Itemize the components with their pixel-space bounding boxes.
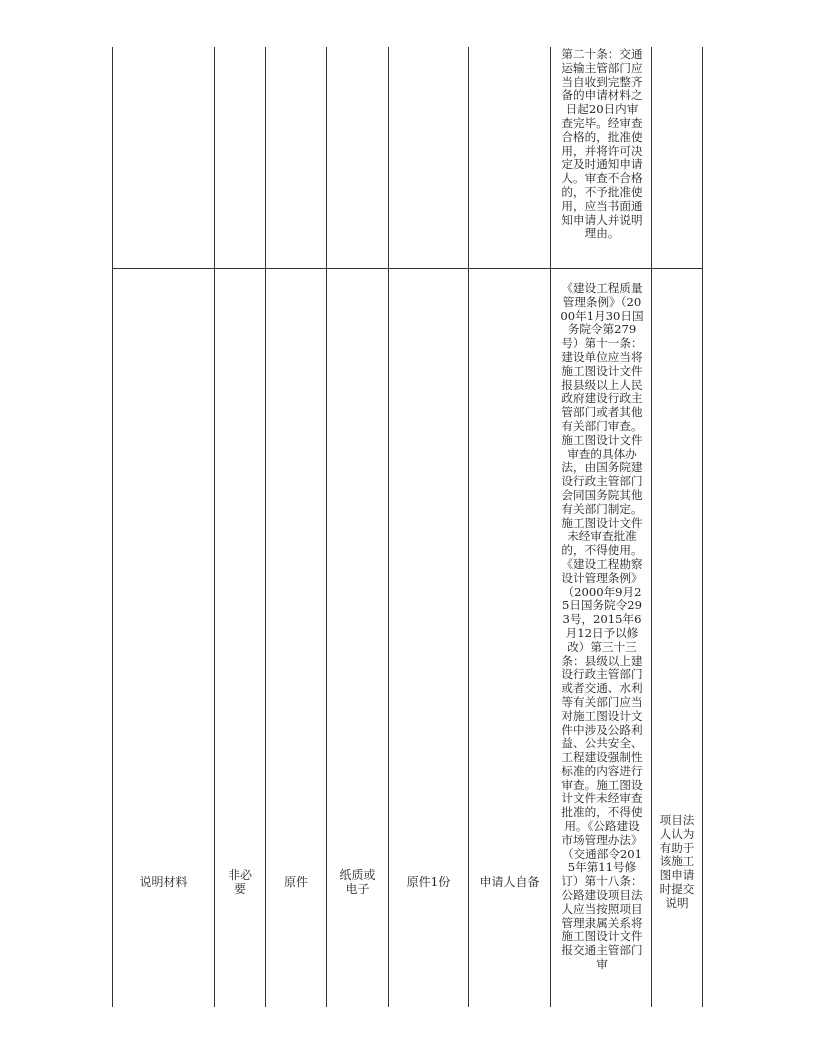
carrier-cell: 纸质或 电子 xyxy=(339,868,376,896)
column-border xyxy=(550,47,551,1007)
quantity-cell: 原件1份 xyxy=(406,875,451,889)
required-cell: 非必 要 xyxy=(227,868,252,896)
source-cell: 申请人自备 xyxy=(479,875,540,889)
legal-basis-text: 第二十条：交通运输主管部门应当自收到完整齐备的申请材料之日起20日内审查完毕。经审查合格的，批准使用，并将许可决定及时通知申请人。审查不合格的，不予批准使用，应当书面通知申请人并说明理由。 xyxy=(561,47,643,241)
material-form-cell: 原件 xyxy=(283,875,308,889)
row-border xyxy=(112,268,703,269)
column-border xyxy=(702,47,703,1007)
column-border xyxy=(651,47,652,1007)
legal-basis-text: 《建设工程质量管理条例》（2000年1月30日国务院令第279号）第十一条：建设单位应当将施工图设计文件报县级以上人民政府建设行政主管部门或者其他有关部门审查。施工图设计文件审查的具体办法，由国务院建设行政主管部门会同国务院其他有关部门制定。施工图设计文件未经审查批准的，不得使用。《建设工程勘察设计管理条例》（2000年9月25日国务院令293号，2015年6月12日予以修改）第三十三条：县级以上建设行政主管部门或者交通、水利等有关部门应当对施工图设计文件中涉及公路利益、公共安全、工程建设强制性标准的内容进行审查。施工图设计文件未经审查批准的，不得使用。《公路建设市场管理办法》（交通部令2015年第11号修订）第十八条：公路建设项目法人应当按照项目管理隶属关系将施工图设计文件报交通主管部门审 xyxy=(560,282,644,972)
material-name-cell: 说明材料 xyxy=(139,875,188,889)
remark-text: 项目法人认为有助于该施工图申请时提交说明 xyxy=(659,813,695,910)
